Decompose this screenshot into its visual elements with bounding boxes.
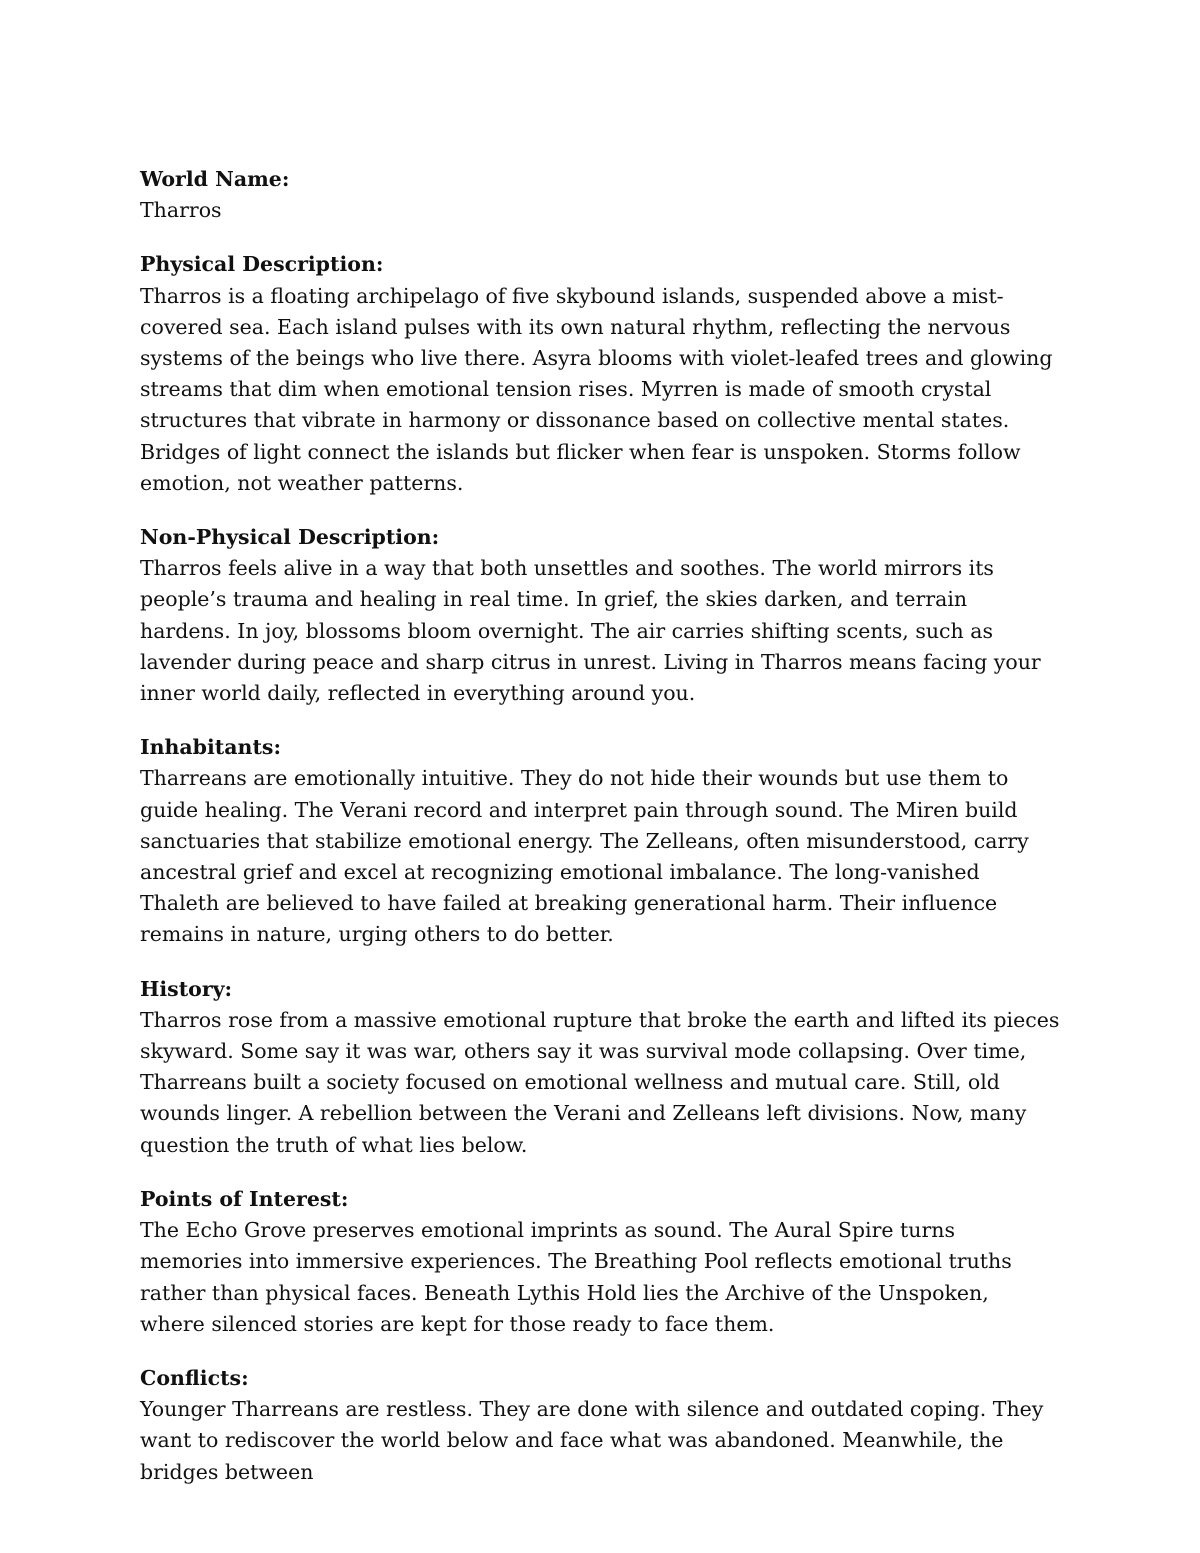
section-body: Tharreans are emotionally intuitive. They do not hide their wounds but use them to guide healing. The Verani record and interpret pain through sound. The Miren build sanctuaries that stabilize emotional energy. The Zelleans, often misunderstood, carry ancestral grief and excel at recognizing emotional imbalance. The long-vanished Thaleth are believed to have failed at breaking generational harm. Their influence remains in nature, urging others to do better. xyxy=(140,766,1029,947)
document-page xyxy=(140,164,1060,1511)
section-non-physical-description xyxy=(140,522,1060,709)
section-physical-description xyxy=(140,249,1060,499)
section-heading: World Name: xyxy=(140,167,290,191)
section-heading: History: xyxy=(140,976,233,1001)
section-history xyxy=(140,974,1060,1161)
section-body: Younger Tharreans are restless. They are done with silence and outdated coping. They want to rediscover the world below and face what was abandoned. Meanwhile, the bridges between xyxy=(140,1397,1044,1484)
section-points-of-interest xyxy=(140,1184,1060,1340)
section-body: The Echo Grove preserves emotional imprints as sound. The Aural Spire turns memories into immersive experiences. The Breathing Pool reflects emotional truths rather than physical faces. Beneath Lythis Hold lies the Archive of the Unspoken, where silenced stories are kept for those ready to face them. xyxy=(140,1218,1012,1336)
section-body: Tharros feels alive in a way that both unsettles and soothes. The world mirrors its people’s trauma and healing in real time. In grief, the skies darken, and terrain hardens. In joy, blossoms bloom overnight. The air carries shifting scents, such as lavender during peace and sharp citrus in unrest. Living in Tharros means facing your inner world daily, reflected in everything around you. xyxy=(140,556,1041,706)
section-heading: Physical Description: xyxy=(140,252,384,277)
section-heading: Points of Interest: xyxy=(140,1186,349,1211)
section-body: Tharros xyxy=(140,198,222,223)
section-heading: Non-Physical Description: xyxy=(140,525,440,550)
section-inhabitants xyxy=(140,732,1060,950)
section-body: Tharros is a floating archipelago of five skybound islands, suspended above a mist-covered sea. Each island pulses with its own natural rhythm, reflecting the nervous systems of the beings who live there. Asyra blooms with violet-leafed trees and glowing streams that dim when emotional tension rises. Myrren is made of smooth crystal structures that vibrate in harmony or dissonance based on collective mental states. Bridges of light connect the islands but flicker when fear is unspoken. Storms follow emotion, not weather patterns. xyxy=(140,283,1053,495)
section-heading: Inhabitants: xyxy=(140,735,282,760)
section-heading: Conflicts: xyxy=(140,1365,249,1390)
section-body: Tharros rose from a massive emotional rupture that broke the earth and lifted its pieces skyward. Some say it was war, others say it was survival mode collapsing. Over time, Tharreans built a society focused on emotional wellness and mutual care. Still, old wounds linger. A rebellion between the Verani and Zelleans left divisions. Now, many question the truth of what lies below. xyxy=(140,1007,1060,1157)
section-conflicts xyxy=(140,1363,1060,1488)
section-world-name xyxy=(140,164,1060,226)
